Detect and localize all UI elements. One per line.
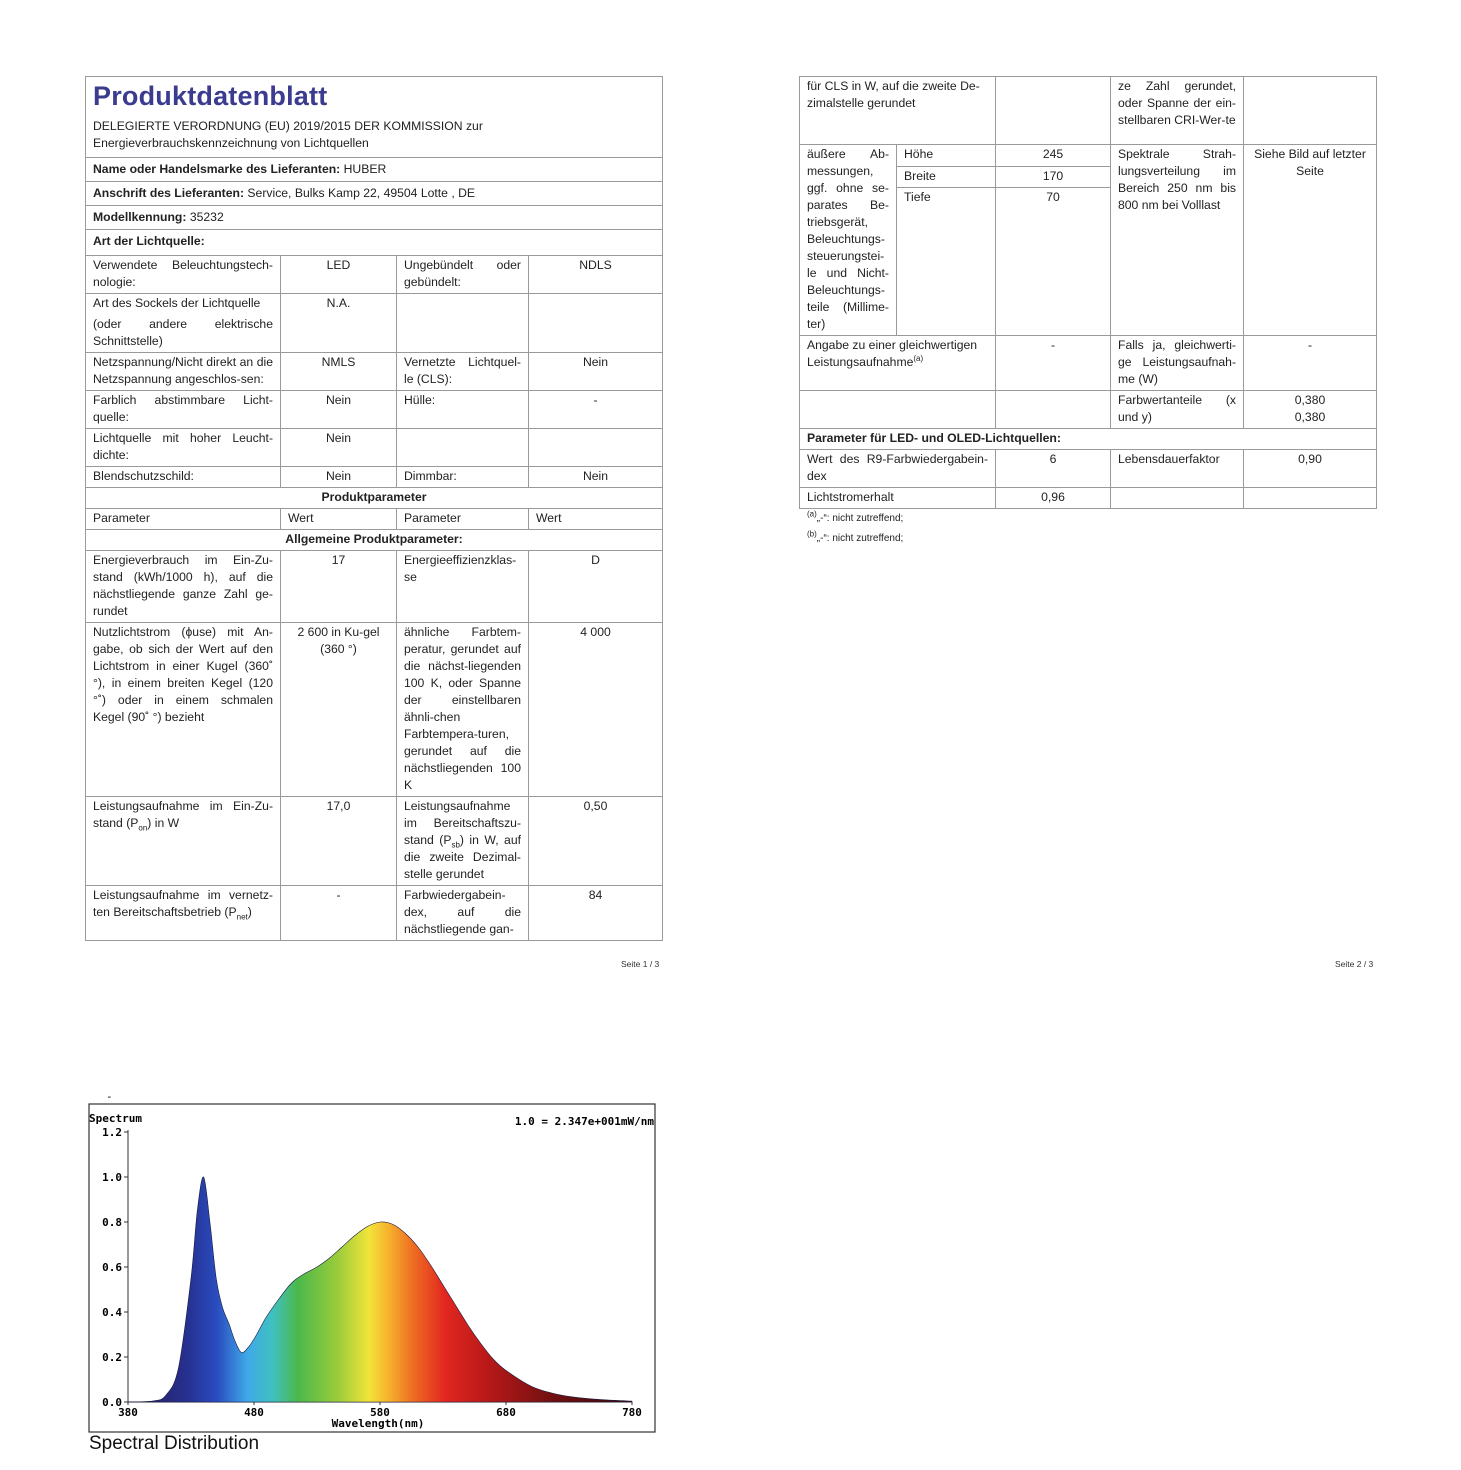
dimension-name: Breite xyxy=(897,166,996,188)
table-row xyxy=(86,467,663,488)
datasheet-page-2 xyxy=(799,76,1376,546)
datasheet-table-1 xyxy=(85,76,663,941)
value-cell: Nein xyxy=(281,429,397,467)
address-row xyxy=(86,182,663,206)
pon-label: Leistungsaufnahme im Ein-Zu-stand (P xyxy=(93,799,273,830)
psb-label: Leistungsaufnahme im Bereitschaftszu-stand (P xyxy=(404,799,521,847)
datasheet-table-2 xyxy=(799,76,1377,509)
param-cell: Lichtstromerhalt xyxy=(800,488,996,509)
footnote-a xyxy=(807,509,1376,526)
model-row xyxy=(86,206,663,230)
param-cell: Vernetzte Lichtquel-le (CLS): xyxy=(397,353,529,391)
table-row xyxy=(800,450,1377,488)
value-cell xyxy=(529,294,663,353)
value-cell: Siehe Bild auf letzter Seite xyxy=(1244,145,1377,336)
param-cell xyxy=(1111,488,1244,509)
param-cell xyxy=(800,336,996,391)
value-cell xyxy=(1244,77,1377,145)
y-tick-label: 1.2 xyxy=(102,1126,122,1139)
socket-label: Art des Sockels der Lichtquelle xyxy=(93,296,261,310)
chroma-x: 0,380 xyxy=(1294,393,1326,407)
param-cell xyxy=(86,294,281,353)
pnet-subscript: net xyxy=(236,912,248,922)
x-tick-label: 680 xyxy=(496,1406,516,1419)
equiv-footnote-mark: (a) xyxy=(913,353,924,363)
column-header-value: Wert xyxy=(529,509,663,530)
param-cell xyxy=(397,294,529,353)
value-cell: D xyxy=(529,551,663,623)
param-cell: Wert des R9-Farbwiedergabein-dex xyxy=(800,450,996,488)
value-cell: N.A. xyxy=(281,294,397,353)
x-axis-label: Wavelength(nm) xyxy=(331,1417,425,1430)
value-cell: NMLS xyxy=(281,353,397,391)
value-cell: - xyxy=(281,886,397,941)
regulation-line-1: DELEGIERTE VERORDNUNG (EU) 2019/2015 DER KOMMISSION zur xyxy=(93,119,483,133)
value-cell: 2 600 in Ku-gel (360 °) xyxy=(281,623,397,797)
table-row xyxy=(86,391,663,429)
table-row xyxy=(86,256,663,294)
title-block xyxy=(86,77,663,158)
table-row xyxy=(86,886,663,941)
table-row xyxy=(800,488,1377,509)
led-parameters-header: Parameter für LED- und OLED-Lichtquellen: xyxy=(800,429,1377,450)
value-cell: 0,50 xyxy=(529,797,663,886)
x-tick-label: 480 xyxy=(244,1406,264,1419)
value-cell: - xyxy=(996,336,1111,391)
pnet-label-end: ) xyxy=(247,905,252,919)
value-cell: 17,0 xyxy=(281,797,397,886)
param-cell: ähnliche Farbtem-peratur, gerundet auf die nächst-liegenden 100 K, oder Spanne der einstellbaren ähnli-chen Farbtempera-turen, gerundet auf die nächstliegenden 100 K xyxy=(397,623,529,797)
table-row xyxy=(86,294,663,353)
table-row xyxy=(86,623,663,797)
supplier-label: Name oder Handelsmarke des Lieferanten: xyxy=(93,162,341,176)
x-tick-label: 780 xyxy=(622,1406,642,1419)
value-cell: 17 xyxy=(281,551,397,623)
equiv-label: Angabe zu einer gleichwertigen Leistungsaufnahme xyxy=(807,338,978,369)
footnote-a-text: „-“: nicht zutreffend; xyxy=(816,513,904,524)
dimension-value: 170 xyxy=(996,166,1111,188)
dimension-value: 70 xyxy=(996,188,1111,336)
value-cell xyxy=(1244,391,1377,429)
chart-title: Spectrum xyxy=(89,1112,142,1125)
param-cell: Farbwiedergabein-dex, auf die nächstliegende gan- xyxy=(397,886,529,941)
value-cell: 6 xyxy=(996,450,1111,488)
value-cell: - xyxy=(1244,336,1377,391)
dimension-name: Höhe xyxy=(897,145,996,167)
spectrum-chart xyxy=(88,1090,664,1436)
table-row xyxy=(86,429,663,467)
x-tick-label: 380 xyxy=(118,1406,138,1419)
param-cell: ze Zahl gerundet, oder Spanne der ein-stellbaren CRI-Wer-te xyxy=(1111,77,1244,145)
param-cell: Netzspannung/Nicht direkt an die Netzspannung angeschlos-sen: xyxy=(86,353,281,391)
param-cell: Dimmbar: xyxy=(397,467,529,488)
value-cell: NDLS xyxy=(529,256,663,294)
param-cell: Farbwertanteile (x und y) xyxy=(1111,391,1244,429)
dimensions-label: äußere Ab-messungen, ggf. ohne se-parates Be-triebsgerät, Beleuchtungs-steuerungstei-le und Nicht-Beleuchtungs-teile (Millime-ter) xyxy=(800,145,897,336)
footnotes xyxy=(807,509,1376,546)
param-cell: Nutzlichtstrom (ϕuse) mit An-gabe, ob sich der Wert auf den Lichtstrom in einer Kugel (360˚ °), in einem breiten Kegel (120 °˚) oder in einem schmalen Kegel (90˚ °) bezieht xyxy=(86,623,281,797)
dimension-value: 245 xyxy=(996,145,1111,167)
spectral-distribution-caption: Spectral Distribution xyxy=(89,1433,260,1454)
column-header-row xyxy=(86,509,663,530)
table-row xyxy=(800,336,1377,391)
column-header-parameter: Parameter xyxy=(86,509,281,530)
page-number-2: Seite 2 / 3 xyxy=(1335,959,1374,969)
value-cell: Nein xyxy=(281,467,397,488)
psb-subscript: sb xyxy=(451,840,460,850)
param-cell: Blendschutzschild: xyxy=(86,467,281,488)
column-header-value: Wert xyxy=(281,509,397,530)
pon-subscript: on xyxy=(138,823,148,833)
light-type-header: Art der Lichtquelle: xyxy=(86,230,663,256)
y-axis-ticks xyxy=(102,1126,128,1409)
value-cell xyxy=(529,429,663,467)
tick-dash: - xyxy=(106,1090,113,1103)
value-cell xyxy=(996,391,1111,429)
param-cell: Lichtquelle mit hoher Leucht-dichte: xyxy=(86,429,281,467)
value-cell: 4 000 xyxy=(529,623,663,797)
param-cell xyxy=(800,391,996,429)
footnote-b-mark: (b) xyxy=(807,529,817,539)
supplier-value: HUBER xyxy=(343,162,387,176)
pon-label-end: ) in W xyxy=(147,816,180,830)
chroma-y: 0,380 xyxy=(1294,410,1326,424)
page-title: Produktdatenblatt xyxy=(93,81,328,111)
spectrum-area xyxy=(128,1177,632,1402)
address-value: Service, Bulks Kamp 22, 49504 Lotte , DE xyxy=(247,186,476,200)
y-tick-label: 0.4 xyxy=(102,1306,122,1319)
param-cell: Farblich abstimmbare Licht-quelle: xyxy=(86,391,281,429)
table-row xyxy=(86,551,663,623)
param-cell: für CLS in W, auf die zweite De-zimalstelle gerundet xyxy=(800,77,996,145)
value-cell xyxy=(1244,488,1377,509)
value-cell: - xyxy=(529,391,663,429)
product-parameters-header: Produktparameter xyxy=(86,488,663,509)
param-cell: Lebensdauerfaktor xyxy=(1111,450,1244,488)
param-cell xyxy=(397,429,529,467)
value-cell: LED xyxy=(281,256,397,294)
param-cell xyxy=(86,797,281,886)
dimension-name: Tiefe xyxy=(897,188,996,336)
address-label: Anschrift des Lieferanten: xyxy=(93,186,245,200)
value-cell: 84 xyxy=(529,886,663,941)
value-cell: Nein xyxy=(529,467,663,488)
y-tick-label: 0.2 xyxy=(102,1351,122,1364)
table-row xyxy=(800,391,1377,429)
scale-note: 1.0 = 2.347e+001mW/nm xyxy=(514,1115,654,1128)
psb-label-end: ) in W, auf die zweite Dezimal-stelle gerundet xyxy=(404,833,521,881)
regulation-line-2: Energieverbrauchskennzeichnung von Lichtquellen xyxy=(93,136,369,150)
value-cell: 0,90 xyxy=(1244,450,1377,488)
param-cell xyxy=(86,886,281,941)
footnote-b xyxy=(807,529,1376,546)
table-row xyxy=(86,797,663,886)
param-cell: Verwendete Beleuchtungstech-nologie: xyxy=(86,256,281,294)
value-cell: Nein xyxy=(529,353,663,391)
supplier-row xyxy=(86,158,663,182)
y-tick-label: 0.0 xyxy=(102,1396,122,1409)
column-header-parameter: Parameter xyxy=(397,509,529,530)
y-tick-label: 0.8 xyxy=(102,1216,122,1229)
pnet-label: Leistungsaufnahme im vernetz-ten Bereitschaftsbetrieb (P xyxy=(93,888,273,919)
param-cell: Spektrale Strah-lungsverteilung im Bereich 250 nm bis 800 nm bei Volllast xyxy=(1111,145,1244,336)
param-cell: Energieeffizienzklas-se xyxy=(397,551,529,623)
datasheet-page-1 xyxy=(85,76,662,941)
param-cell: Ungebündelt oder gebündelt: xyxy=(397,256,529,294)
model-label: Modellkennung: xyxy=(93,210,187,224)
model-value: 35232 xyxy=(189,210,224,224)
param-cell: Energieverbrauch im Ein-Zu-stand (kWh/1000 h), auf die nächstliegende ganze Zahl ge-rundet xyxy=(86,551,281,623)
x-tick-label: 580 xyxy=(370,1406,390,1419)
param-cell: Hülle: xyxy=(397,391,529,429)
page-number-1: Seite 1 / 3 xyxy=(621,959,660,969)
param-cell xyxy=(397,797,529,886)
table-row xyxy=(800,145,1377,167)
value-cell: Nein xyxy=(281,391,397,429)
value-cell: 0,96 xyxy=(996,488,1111,509)
footnote-b-text: „-“: nicht zutreffend; xyxy=(816,533,904,544)
table-row xyxy=(800,77,1377,145)
param-cell: Falls ja, gleichwerti-ge Leistungsaufnah-me (W) xyxy=(1111,336,1244,391)
y-tick-label: 1.0 xyxy=(102,1171,122,1184)
y-tick-label: 0.6 xyxy=(102,1261,122,1274)
value-cell xyxy=(996,77,1111,145)
footnote-a-mark: (a) xyxy=(807,509,817,519)
socket-label-note: (oder andere elektrische Schnittstelle) xyxy=(93,317,273,348)
table-row xyxy=(86,353,663,391)
general-parameters-header: Allgemeine Produktparameter: xyxy=(86,530,663,551)
